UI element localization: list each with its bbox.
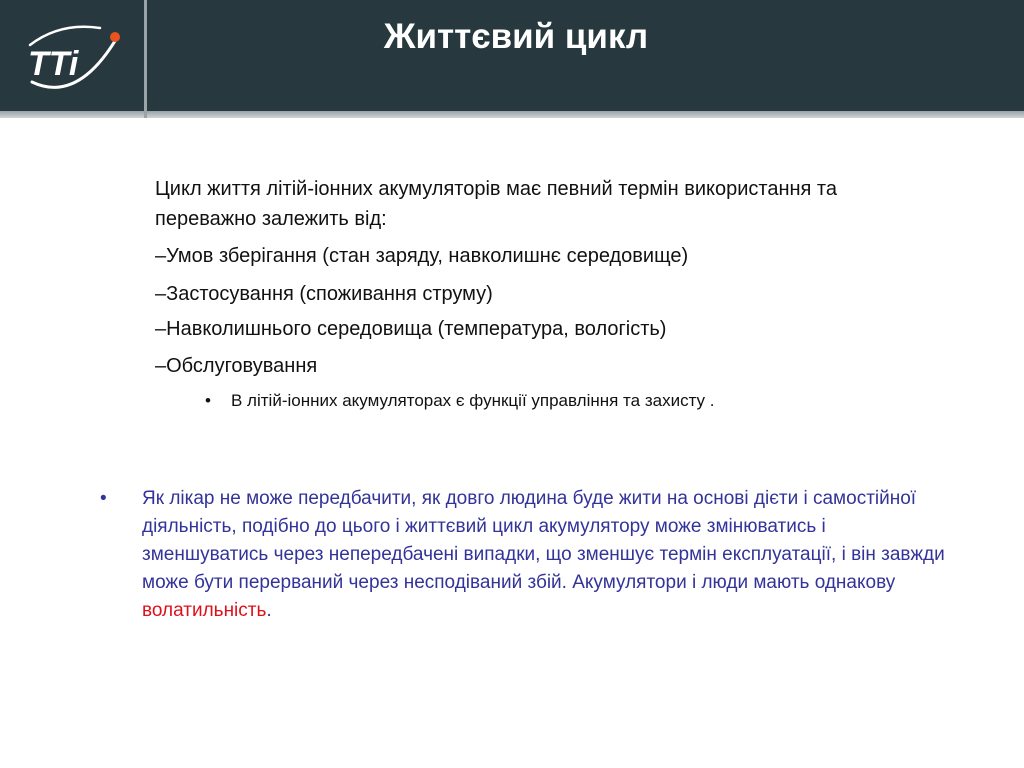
factor-maintenance: –Обслуговування [155, 355, 318, 377]
analogy-end: . [266, 600, 272, 621]
slide-header [0, 0, 1024, 111]
header-stripe [0, 111, 1024, 118]
factor-environment: –Навколишнього середовища (температура, вологість) [155, 318, 667, 340]
slide-title: Життєвий цикл [383, 17, 649, 56]
tti-logo [0, 0, 144, 111]
logo-divider [144, 0, 147, 118]
protection-note [205, 388, 715, 414]
volatility-highlight: волатильність [142, 600, 267, 621]
tti-logo-icon [0, 0, 144, 111]
svg-text:TTi: TTi [28, 45, 79, 83]
analogy-body: Як лікар не може передбачити, як довго людина буде жити на основі дієти і самостійної діяльність, подібно до цього і життєвий цикл акумулятору може змінюватись і зменшуватись через непередбачені випадки, що зменшує термін експлуатації, і він завжди може бути перерваний через несподіваний збій. Акумулятори і люди мають однакову [142, 488, 945, 593]
bullet-marker: • [205, 391, 211, 410]
bullet-marker: • [100, 488, 107, 509]
analogy-text [142, 485, 950, 625]
logo-dot [110, 32, 120, 42]
factor-storage: –Умов зберігання (стан заряду, навколишнє середовище) [155, 245, 689, 267]
factor-usage: –Застосування (споживання струму) [155, 283, 493, 305]
protection-note-text: В літій-іонних акумуляторах є функції управління та захисту . [231, 391, 715, 410]
lead-paragraph: Цикл життя літій-іонних акумуляторів має певний термін використання та переважно залежить від: [155, 178, 837, 230]
